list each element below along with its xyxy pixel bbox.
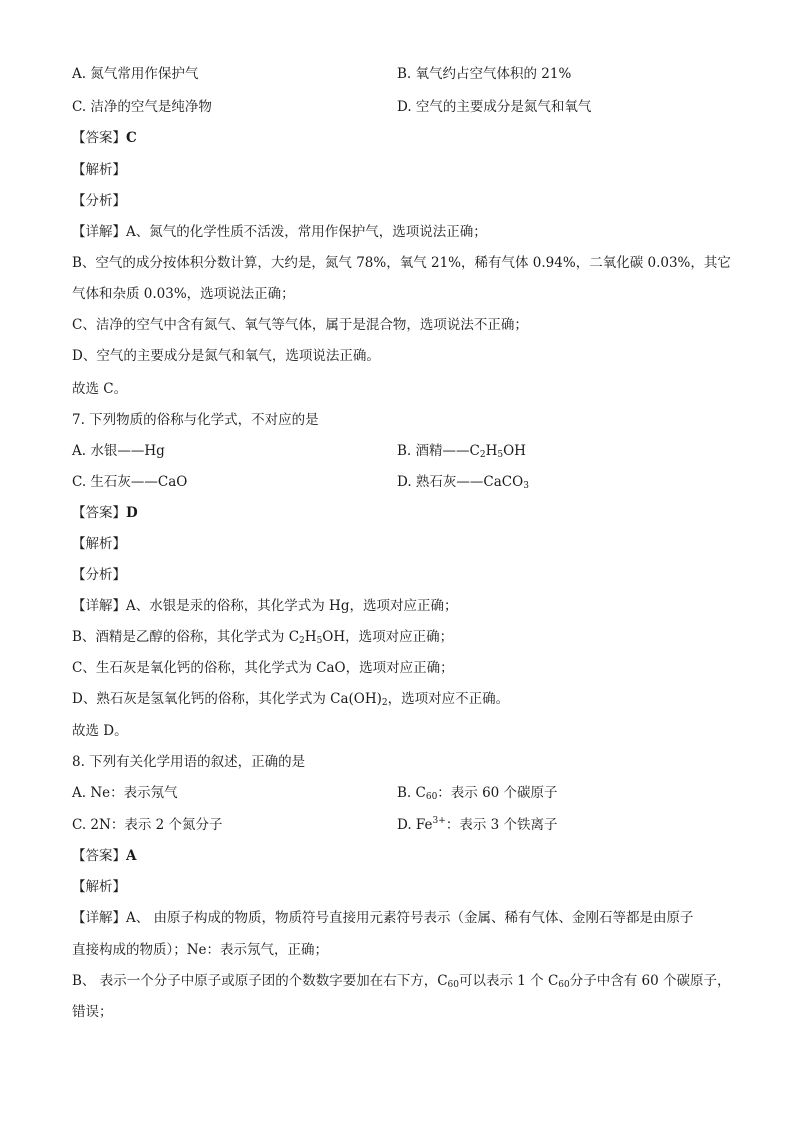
formula-text: B. C bbox=[397, 785, 426, 801]
q6-option-a: A. 氮气常用作保护气 bbox=[72, 66, 199, 82]
detail-text: B、 表示一个分子中原子或原子团的个数数字要加在右下方，C bbox=[72, 973, 448, 989]
q8-detail-b-line1 bbox=[72, 971, 731, 991]
q7-detail-a: 【详解】A、水银是汞的俗称，其化学式为 Hg，选项对应正确； bbox=[72, 598, 458, 614]
q7-detail-c: C、生石灰是氧化钙的俗称，其化学式为 CaO，选项对应正确； bbox=[72, 660, 454, 676]
answer-value: D bbox=[126, 505, 138, 521]
q7-detail-b bbox=[72, 627, 453, 647]
q7-conclusion: 故选 D。 bbox=[72, 723, 128, 739]
q6-detail-c: C、洁净的空气中含有氮气、氧气等气体，属于是混合物，选项说法不正确； bbox=[72, 317, 528, 333]
q6-detail-b-line2: 气体和杂质 0.03%，选项说法正确； bbox=[72, 286, 295, 302]
q8-option-d bbox=[397, 815, 558, 835]
q7-fenxi-heading: 【分析】 bbox=[72, 567, 126, 583]
answer-label: 【答案】 bbox=[72, 130, 126, 146]
q8-stem: 8. 下列有关化学用语的叙述，正确的是 bbox=[72, 754, 306, 770]
detail-text: H bbox=[304, 629, 317, 645]
formula-text: ：表示 60 个碳原子 bbox=[437, 785, 558, 801]
q8-answer bbox=[72, 846, 136, 866]
formula-text: H bbox=[485, 443, 498, 459]
q8-detail-b-line2: 错误； bbox=[72, 1004, 113, 1020]
q6-detail-b-line1: B、空气的成分按体积分数计算，大约是，氮气 78%，氧气 21%，稀有气体 0.94%，二氧化碳 0.03%，其它 bbox=[72, 255, 731, 271]
detail-text: D、熟石灰是氢氧化钙的俗称，其化学式为 Ca(OH) bbox=[72, 691, 382, 707]
subscript: 60 bbox=[447, 980, 459, 990]
q7-option-a: A. 水银——Hg bbox=[72, 443, 165, 459]
formula-text: OH bbox=[503, 443, 526, 459]
subscript: 5 bbox=[497, 450, 504, 460]
q8-option-c: C. 2N：表示 2 个氮分子 bbox=[72, 817, 223, 833]
q7-option-b bbox=[397, 441, 526, 461]
q8-jiexi-heading: 【解析】 bbox=[72, 879, 126, 895]
q6-detail-d: D、空气的主要成分是氮气和氧气，选项说法正确。 bbox=[72, 348, 380, 364]
formula-text: B. 酒精——C bbox=[397, 443, 480, 459]
formula-text: ：表示 3 个铁离子 bbox=[445, 817, 558, 833]
subscript: 60 bbox=[425, 792, 438, 802]
detail-text: 分子中含有 60 个碳原子， bbox=[569, 973, 731, 989]
detail-text: ，选项对应不正确。 bbox=[387, 691, 510, 707]
subscript: 5 bbox=[316, 636, 323, 646]
q8-option-a: A. Ne：表示氖气 bbox=[72, 785, 178, 801]
formula-text: D. 熟石灰——CaCO bbox=[397, 474, 524, 490]
q7-stem: 7. 下列物质的俗称与化学式，不对应的是 bbox=[72, 412, 319, 428]
q6-conclusion: 故选 C。 bbox=[72, 381, 128, 397]
q6-option-d: D. 空气的主要成分是氮气和氧气 bbox=[397, 99, 592, 115]
detail-text: 可以表示 1 个 C bbox=[459, 973, 559, 989]
q8-option-b bbox=[397, 783, 558, 803]
q7-answer bbox=[72, 503, 138, 523]
answer-label: 【答案】 bbox=[72, 848, 126, 864]
subscript: 2 bbox=[299, 636, 305, 646]
q7-detail-d bbox=[72, 689, 509, 709]
detail-text: B、酒精是乙醇的俗称，其化学式为 C bbox=[72, 629, 300, 645]
subscript: 3 bbox=[523, 481, 529, 491]
q7-jiexi-heading: 【解析】 bbox=[72, 536, 126, 552]
q8-detail-a-line1: 【详解】A、 由原子构成的物质，物质符号直接用元素符号表示（金属、稀有气体、金刚石等都是由原子 bbox=[72, 910, 694, 926]
q6-option-c: C. 洁净的空气是纯净物 bbox=[72, 99, 212, 115]
q6-jiexi-heading: 【解析】 bbox=[72, 162, 126, 178]
subscript: 2 bbox=[381, 698, 388, 708]
superscript: 3+ bbox=[432, 816, 446, 826]
subscript: 60 bbox=[558, 980, 570, 990]
q6-detail-a: 【详解】A、氮气的化学性质不活泼，常用作保护气，选项说法正确； bbox=[72, 224, 487, 240]
q8-detail-a-line2: 直接构成的物质）；Ne：表示氖气，正确； bbox=[72, 942, 329, 958]
detail-text: OH，选项对应正确； bbox=[322, 629, 454, 645]
q6-answer bbox=[72, 128, 137, 148]
subscript: 2 bbox=[479, 450, 486, 460]
answer-label: 【答案】 bbox=[72, 505, 126, 521]
q6-fenxi-heading: 【分析】 bbox=[72, 193, 126, 209]
q6-option-b: B. 氧气约占空气体积的 21% bbox=[397, 66, 572, 82]
formula-text: D. Fe bbox=[397, 817, 433, 833]
q7-option-d bbox=[397, 472, 529, 492]
answer-value: A bbox=[126, 848, 137, 864]
q7-option-c: C. 生石灰——CaO bbox=[72, 474, 188, 490]
answer-value: C bbox=[126, 130, 137, 146]
